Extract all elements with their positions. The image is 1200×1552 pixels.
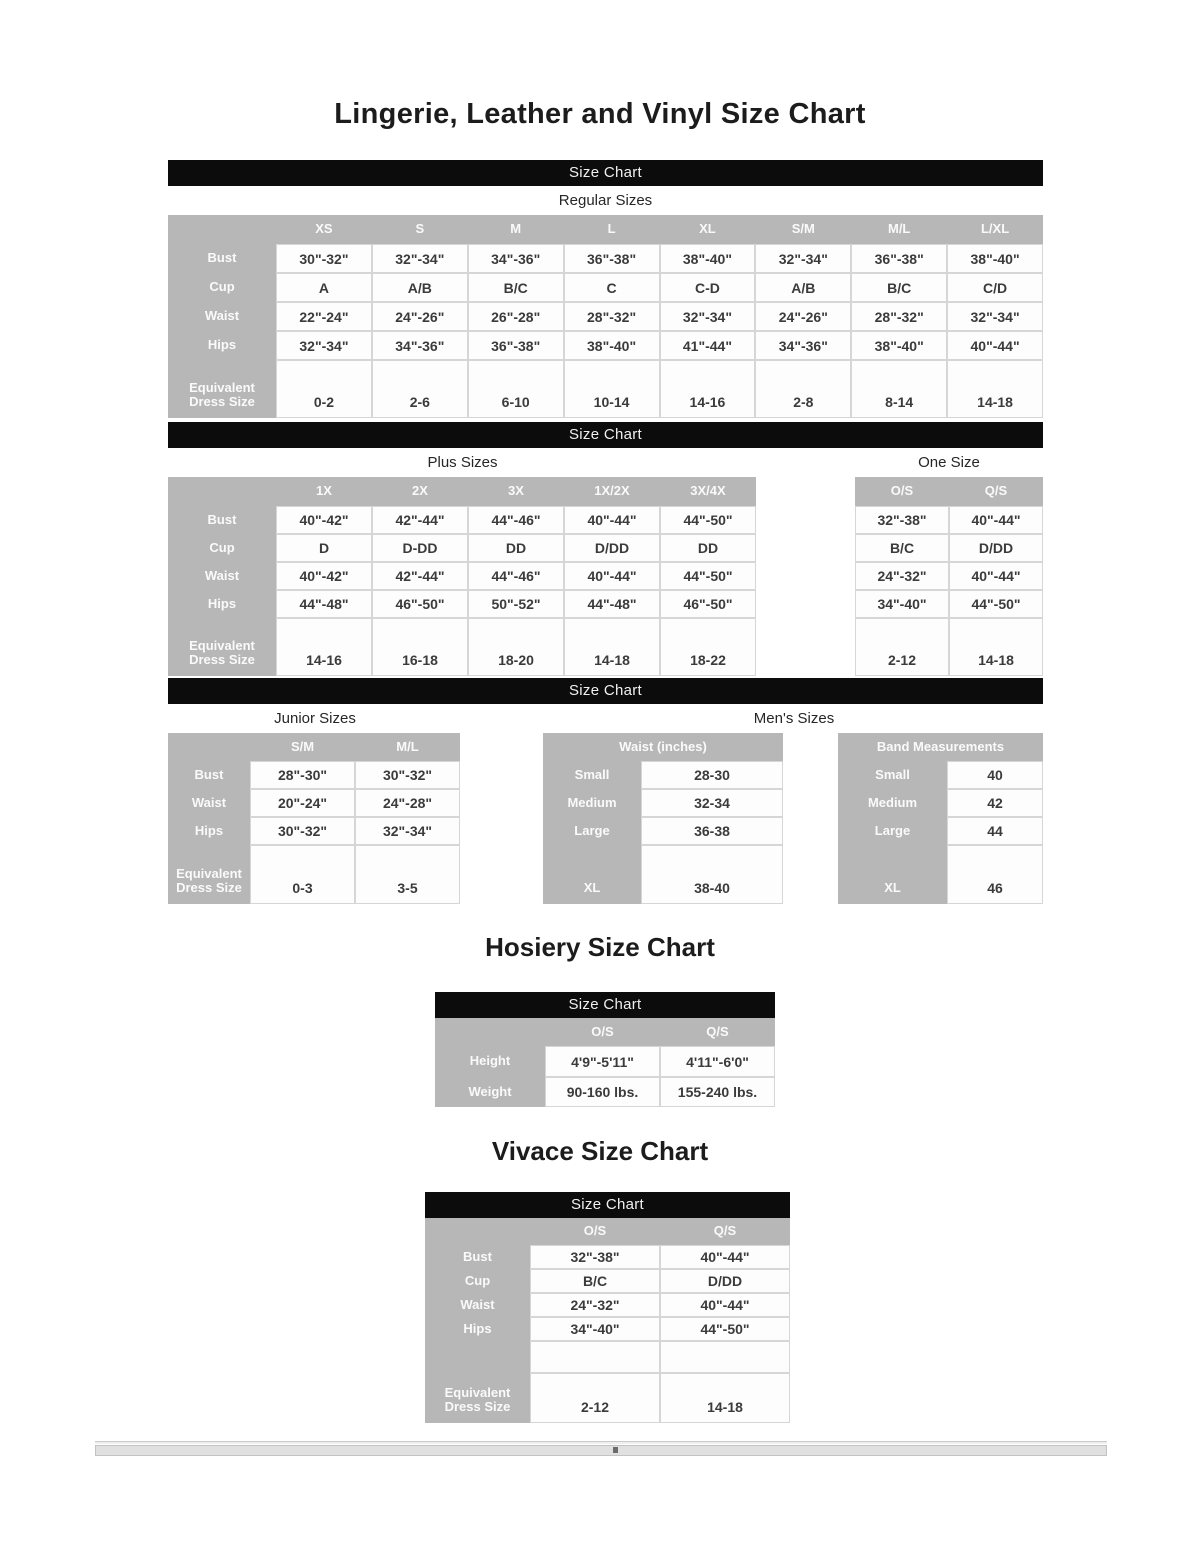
row-label: Equivalent Dress Size — [168, 845, 250, 904]
row-label: Hips — [168, 331, 276, 360]
cell: 4'9"-5'11" — [545, 1046, 660, 1077]
cell: B/C — [851, 273, 947, 302]
cell: 24"-32" — [530, 1293, 660, 1317]
junior-mens-table — [168, 678, 1043, 904]
cell: 36-38 — [641, 817, 783, 845]
mens-size-label: XL — [838, 845, 947, 904]
row-label: Bust — [425, 1245, 530, 1269]
mens-size-label: XL — [543, 845, 641, 904]
row-label: Bust — [168, 506, 276, 534]
cell: 32"-34" — [660, 302, 756, 331]
cell: 14-18 — [949, 618, 1043, 676]
cell: 4'11"-6'0" — [660, 1046, 775, 1077]
cell: 42 — [947, 789, 1043, 817]
cell: A/B — [755, 273, 851, 302]
cell: 40"-42" — [276, 506, 372, 534]
mens-size-label: Medium — [543, 789, 641, 817]
cell: B/C — [530, 1269, 660, 1293]
cell: 40"-42" — [276, 562, 372, 590]
cell: 16-18 — [372, 618, 468, 676]
cell: 38"-40" — [564, 331, 660, 360]
row-label: Waist — [168, 789, 250, 817]
cell: 44"-50" — [660, 562, 756, 590]
cell: 34"-40" — [530, 1317, 660, 1341]
column-header: XL — [660, 215, 756, 244]
gap-cell — [783, 733, 838, 761]
cell: 46"-50" — [372, 590, 468, 618]
cell: 2-6 — [372, 360, 468, 418]
column-header: XS — [276, 215, 372, 244]
cell: D/DD — [949, 534, 1043, 562]
cell: 30"-32" — [250, 817, 355, 845]
plus-sizes-subtitle: Plus Sizes — [427, 454, 498, 471]
column-header: M/L — [355, 733, 460, 761]
row-label: Cup — [168, 534, 276, 562]
mens-sizes-subtitle: Men's Sizes — [753, 710, 835, 727]
cell: 155-240 lbs. — [660, 1077, 775, 1107]
cell: D/DD — [660, 1269, 790, 1293]
cell: 0-2 — [276, 360, 372, 418]
column-header: S — [372, 215, 468, 244]
cell: 44"-50" — [660, 1317, 790, 1341]
cell: 50"-52" — [468, 590, 564, 618]
row-label: Waist — [168, 302, 276, 331]
cell: 14-18 — [947, 360, 1043, 418]
column-header: S/M — [250, 733, 355, 761]
cell: 44"-50" — [660, 506, 756, 534]
cell: 40"-44" — [949, 562, 1043, 590]
cell: B/C — [855, 534, 949, 562]
plus-sizes-grid — [168, 477, 1043, 676]
gap-cell — [460, 845, 543, 904]
gap-cell — [460, 733, 543, 761]
cell: 40"-44" — [947, 331, 1043, 360]
mens-size-label: Small — [838, 761, 947, 789]
cell: 40"-44" — [660, 1293, 790, 1317]
column-header: O/S — [530, 1218, 660, 1245]
column-header: O/S — [545, 1018, 660, 1046]
column-header: Band Measurements — [838, 733, 1043, 761]
size-chart-bar: Size Chart — [168, 678, 1043, 704]
cell: 2-12 — [530, 1373, 660, 1423]
cell: 32"-34" — [276, 331, 372, 360]
row-label — [425, 1341, 530, 1373]
column-header: L/XL — [947, 215, 1043, 244]
row-label: Bust — [168, 244, 276, 273]
cell: 2-12 — [855, 618, 949, 676]
size-chart-bar: Size Chart — [435, 992, 775, 1018]
vivace-table — [425, 1192, 790, 1423]
page-number-mark — [613, 1447, 618, 1453]
column-header: Q/S — [660, 1018, 775, 1046]
column-header: Waist (inches) — [543, 733, 783, 761]
row-label: Hips — [168, 817, 250, 845]
gap-cell — [460, 789, 543, 817]
cell: A — [276, 273, 372, 302]
cell: 3-5 — [355, 845, 460, 904]
size-chart-bar: Size Chart — [168, 160, 1043, 186]
cell: 28"-32" — [564, 302, 660, 331]
column-header: 3X — [468, 477, 564, 506]
cell: DD — [468, 534, 564, 562]
column-header: L — [564, 215, 660, 244]
footer-bar — [95, 1445, 1107, 1456]
gap-cell — [756, 534, 855, 562]
column-header: Q/S — [949, 477, 1043, 506]
size-chart-bar: Size Chart — [168, 422, 1043, 448]
junior-sizes-subtitle: Junior Sizes — [274, 710, 356, 727]
column-header: O/S — [855, 477, 949, 506]
corner-cell — [168, 733, 250, 761]
cell: 0-3 — [250, 845, 355, 904]
cell: 32"-34" — [355, 817, 460, 845]
gap-cell — [756, 477, 855, 506]
cell: DD — [660, 534, 756, 562]
cell: 18-22 — [660, 618, 756, 676]
junior-mens-grid — [168, 733, 1043, 904]
cell: 46 — [947, 845, 1043, 904]
cell: 36"-38" — [468, 331, 564, 360]
cell: 24"-28" — [355, 789, 460, 817]
cell: 32"-38" — [530, 1245, 660, 1269]
cell: 14-18 — [660, 1373, 790, 1423]
row-label: Equivalent Dress Size — [425, 1373, 530, 1423]
cell: 40 — [947, 761, 1043, 789]
cell: 28"-30" — [250, 761, 355, 789]
corner-cell — [168, 477, 276, 506]
cell: 28"-32" — [851, 302, 947, 331]
corner-cell — [435, 1018, 545, 1046]
cell: 32-34 — [641, 789, 783, 817]
gap-cell — [756, 562, 855, 590]
gap-cell — [783, 761, 838, 789]
cell: 42"-44" — [372, 506, 468, 534]
size-chart-bar: Size Chart — [425, 1192, 790, 1218]
cell: 30"-32" — [276, 244, 372, 273]
cell — [660, 1341, 790, 1373]
corner-cell — [425, 1218, 530, 1245]
cell: 46"-50" — [660, 590, 756, 618]
regular-sizes-subtitle: Regular Sizes — [558, 192, 653, 209]
cell: 34"-36" — [468, 244, 564, 273]
cell: 40"-44" — [564, 506, 660, 534]
regular-sizes-subtitle-row — [168, 186, 1043, 215]
row-label: Waist — [168, 562, 276, 590]
cell: 34"-40" — [855, 590, 949, 618]
cell: 30"-32" — [355, 761, 460, 789]
row-label: Bust — [168, 761, 250, 789]
row-label: Waist — [425, 1293, 530, 1317]
row-label: Cup — [425, 1269, 530, 1293]
row-label: Height — [435, 1046, 545, 1077]
row-label: Hips — [168, 590, 276, 618]
cell: 40"-44" — [660, 1245, 790, 1269]
cell: 40"-44" — [564, 562, 660, 590]
plus-sizes-table — [168, 422, 1043, 676]
cell: 34"-36" — [755, 331, 851, 360]
cell: 40"-44" — [949, 506, 1043, 534]
gap-cell — [756, 590, 855, 618]
column-header: S/M — [755, 215, 851, 244]
cell: 32"-34" — [947, 302, 1043, 331]
cell: 18-20 — [468, 618, 564, 676]
cell: 44"-48" — [564, 590, 660, 618]
cell: 38"-40" — [947, 244, 1043, 273]
cell: 24"-26" — [755, 302, 851, 331]
corner-cell — [168, 215, 276, 244]
vivace-grid — [425, 1218, 790, 1423]
hosiery-table — [435, 992, 775, 1107]
cell: 8-14 — [851, 360, 947, 418]
column-header: Q/S — [660, 1218, 790, 1245]
cell: D-DD — [372, 534, 468, 562]
column-header: 2X — [372, 477, 468, 506]
junior-mens-subtitle-row — [168, 704, 1043, 733]
cell: C/D — [947, 273, 1043, 302]
cell: 32"-34" — [372, 244, 468, 273]
cell: 6-10 — [468, 360, 564, 418]
cell: A/B — [372, 273, 468, 302]
cell: 22"-24" — [276, 302, 372, 331]
column-header: M — [468, 215, 564, 244]
column-header: M/L — [851, 215, 947, 244]
page-footer — [95, 1441, 1107, 1456]
cell: 41"-44" — [660, 331, 756, 360]
cell: C — [564, 273, 660, 302]
regular-sizes-table — [168, 160, 1043, 418]
cell: 44"-50" — [949, 590, 1043, 618]
cell: 34"-36" — [372, 331, 468, 360]
column-header: 1X/2X — [564, 477, 660, 506]
column-header: 1X — [276, 477, 372, 506]
mens-size-label: Small — [543, 761, 641, 789]
cell: 24"-32" — [855, 562, 949, 590]
row-label: Weight — [435, 1077, 545, 1107]
cell: C-D — [660, 273, 756, 302]
cell: 24"-26" — [372, 302, 468, 331]
one-size-subtitle: One Size — [918, 454, 980, 471]
cell: 10-14 — [564, 360, 660, 418]
gap-cell — [783, 789, 838, 817]
cell: 20"-24" — [250, 789, 355, 817]
plus-sizes-subtitle-row — [168, 448, 1043, 477]
cell: 90-160 lbs. — [545, 1077, 660, 1107]
cell: 38"-40" — [660, 244, 756, 273]
cell: 2-8 — [755, 360, 851, 418]
gap-cell — [460, 761, 543, 789]
cell: 26"-28" — [468, 302, 564, 331]
gap-cell — [783, 845, 838, 904]
cell: 32"-34" — [755, 244, 851, 273]
cell: 32"-38" — [855, 506, 949, 534]
gap-cell — [756, 618, 855, 676]
cell — [530, 1341, 660, 1373]
cell: 36"-38" — [564, 244, 660, 273]
mens-size-label: Large — [543, 817, 641, 845]
gap-cell — [783, 817, 838, 845]
cell: D — [276, 534, 372, 562]
cell: 14-18 — [564, 618, 660, 676]
cell: 14-16 — [660, 360, 756, 418]
cell: 42"-44" — [372, 562, 468, 590]
mens-size-label: Large — [838, 817, 947, 845]
vivace-title: Vivace Size Chart — [491, 1136, 709, 1166]
regular-sizes-grid — [168, 215, 1043, 418]
hosiery-title: Hosiery Size Chart — [485, 932, 715, 962]
column-header: 3X/4X — [660, 477, 756, 506]
mens-size-label: Medium — [838, 789, 947, 817]
row-label: Equivalent Dress Size — [168, 618, 276, 676]
cell: B/C — [468, 273, 564, 302]
cell: 44"-48" — [276, 590, 372, 618]
gap-cell — [756, 506, 855, 534]
cell: 28-30 — [641, 761, 783, 789]
cell: 38"-40" — [851, 331, 947, 360]
footer-divider — [95, 1441, 1107, 1444]
cell: 44 — [947, 817, 1043, 845]
cell: 36"-38" — [851, 244, 947, 273]
gap-cell — [460, 817, 543, 845]
cell: D/DD — [564, 534, 660, 562]
cell: 44"-46" — [468, 562, 564, 590]
cell: 44"-46" — [468, 506, 564, 534]
row-label: Hips — [425, 1317, 530, 1341]
cell: 38-40 — [641, 845, 783, 904]
row-label: Cup — [168, 273, 276, 302]
row-label: Equivalent Dress Size — [168, 360, 276, 418]
cell: 14-16 — [276, 618, 372, 676]
hosiery-grid — [435, 1018, 775, 1107]
main-title: Lingerie, Leather and Vinyl Size Chart — [334, 98, 866, 130]
